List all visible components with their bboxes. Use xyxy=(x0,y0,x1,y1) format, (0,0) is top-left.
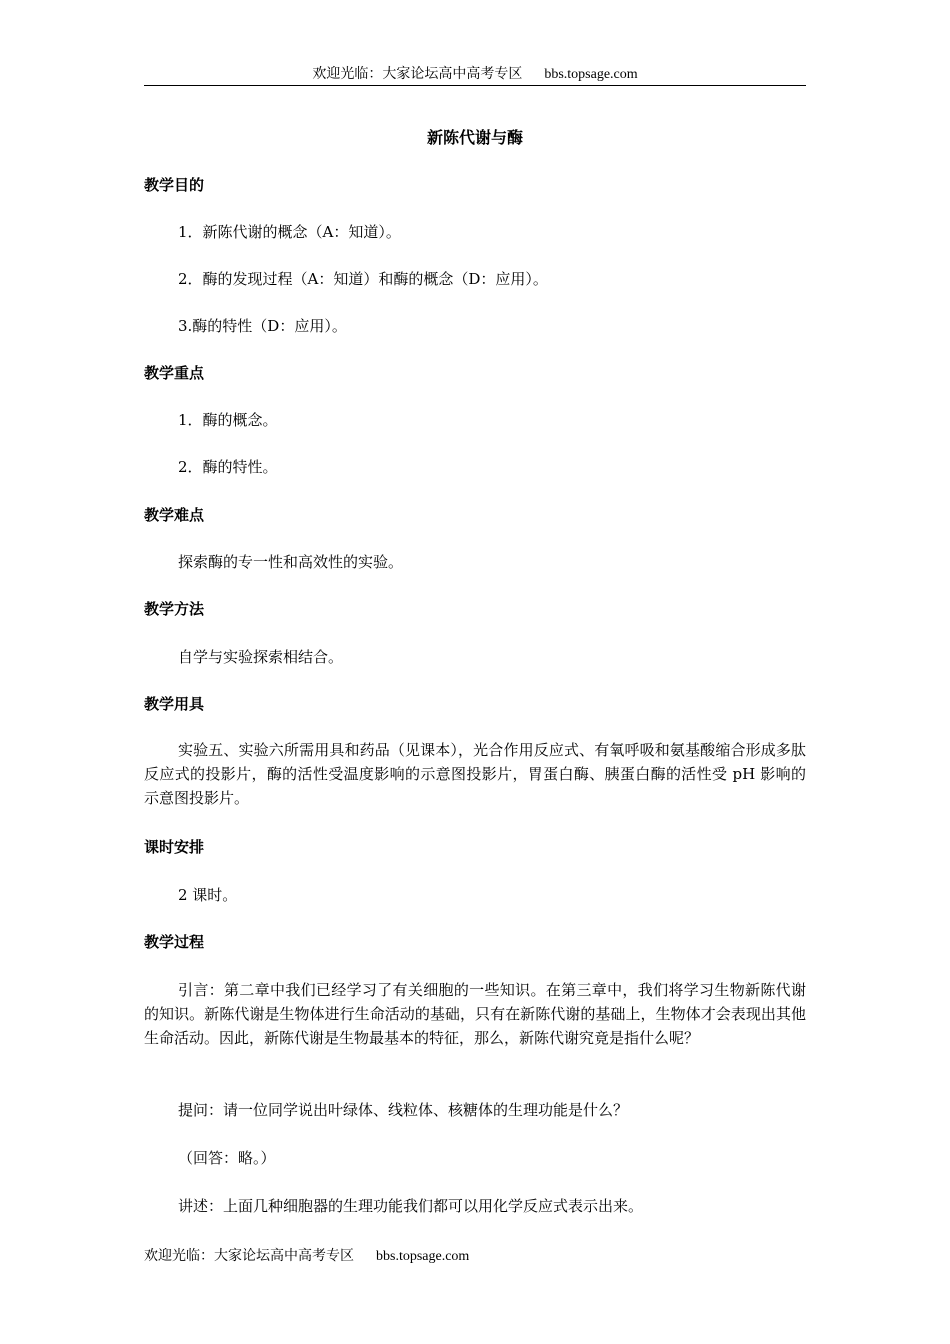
process-intro: 引言：第二章中我们已经学习了有关细胞的一些知识。在第三章中，我们将学习生物新陈代谢的知识。新陈代谢是生物体进行生命活动的基础，只有在新陈代谢的基础上，生物体才会表现出其他生命活动。因此，新陈代谢是生物最基本的特征，那么，新陈代谢究竟是指什么呢？ xyxy=(144,981,806,1047)
goal-item-2: 2．酶的发现过程（A：知道）和酶的概念（D：应用）。 xyxy=(178,270,548,288)
page-header xyxy=(144,64,806,85)
focus-item-1: 1．酶的概念。 xyxy=(178,411,278,429)
process-question: 提问：请一位同学说出叶绿体、线粒体、核糖体的生理功能是什么？ xyxy=(178,1101,629,1119)
difficulty-text: 探索酶的专一性和高效性的实验。 xyxy=(178,553,404,571)
goal-item-3: 3.酶的特性（D：应用）。 xyxy=(178,317,347,335)
heading-focus: 教学重点 xyxy=(144,364,205,382)
focus-item-2: 2．酶的特性。 xyxy=(178,458,278,476)
process-answer: （回答：略。） xyxy=(178,1149,276,1167)
header-divider xyxy=(144,85,806,86)
heading-method: 教学方法 xyxy=(144,600,205,618)
schedule-text: 2 课时。 xyxy=(178,886,238,904)
process-narration: 讲述：上面几种细胞器的生理功能我们都可以用化学反应式表示出来。 xyxy=(178,1197,644,1215)
footer-welcome: 欢迎光临：大家论坛高中高考专区 xyxy=(144,1248,354,1264)
heading-difficulty: 教学难点 xyxy=(144,506,205,524)
heading-tools: 教学用具 xyxy=(144,695,205,713)
page-footer xyxy=(144,1246,469,1267)
heading-schedule: 课时安排 xyxy=(144,838,205,856)
header-welcome: 欢迎光临：大家论坛高中高考专区 xyxy=(312,66,523,82)
heading-goals: 教学目的 xyxy=(144,176,205,194)
header-url[interactable]: bbs.topsage.com xyxy=(544,67,638,82)
tools-text: 实验五、实验六所需用具和药品（见课本），光合作用反应式、有氧呼吸和氨基酸缩合形成多肽反应式的投影片，酶的活性受温度影响的示意图投影片，胃蛋白酶、胰蛋白酶的活性受 pH 影响的示意图投影片。 xyxy=(144,741,806,807)
document-title: 新陈代谢与酶 xyxy=(426,128,523,147)
footer-url[interactable]: bbs.topsage.com xyxy=(376,1249,470,1264)
goal-item-1: 1．新陈代谢的概念（A：知道）。 xyxy=(178,223,401,241)
heading-process: 教学过程 xyxy=(144,933,205,951)
method-text: 自学与实验探索相结合。 xyxy=(178,648,344,666)
